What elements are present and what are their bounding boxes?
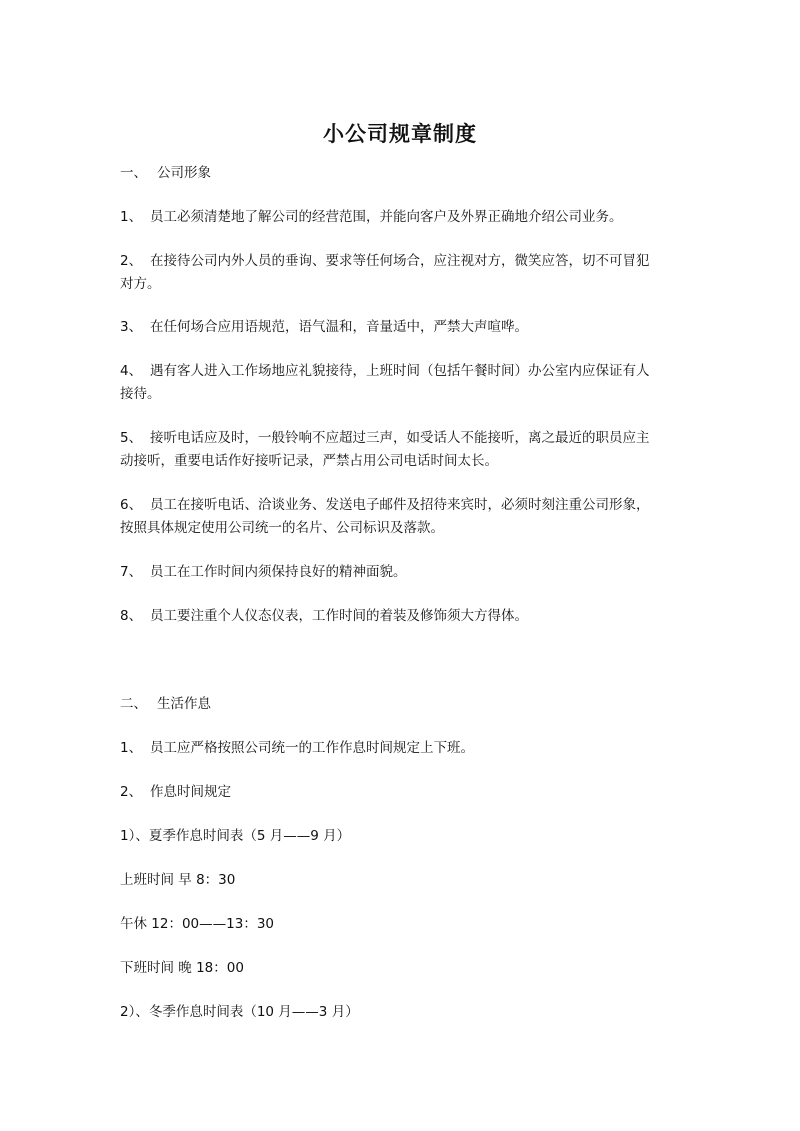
list-item	[120, 427, 695, 450]
list-item-continuation: 按照具体规定使用公司统一的名片、公司标识及落款。	[120, 520, 444, 536]
list-item	[120, 250, 695, 273]
list-item	[120, 737, 695, 760]
list-item	[120, 561, 695, 584]
list-item	[120, 360, 695, 383]
item-text: 在接待公司内外人员的垂询、要求等任何场合，应注视对方，微笑应答，切不可冒犯	[150, 253, 650, 269]
list-item-continuation: 接待。	[120, 386, 161, 402]
item-text: 员工在工作时间内须保持良好的精神面貌。	[150, 564, 407, 580]
list-item	[120, 316, 695, 339]
list-item-continuation: 动接听，重要电话作好接听记录，严禁占用公司电话时间太长。	[120, 453, 498, 469]
document-title: 小公司规章制度	[323, 122, 477, 146]
section-number: 一、	[120, 165, 147, 181]
list-item	[120, 206, 695, 229]
list-item-continuation: 对方。	[120, 276, 161, 292]
end-time: 下班时间 晚 18：00	[120, 960, 244, 976]
list-item	[120, 494, 695, 517]
item-text: 员工应严格按照公司统一的工作作息时间规定上下班。	[150, 740, 474, 756]
item-text: 作息时间规定	[150, 784, 231, 800]
item-number: 6、	[120, 497, 143, 513]
item-number: 3、	[120, 319, 143, 335]
section-heading-company-image	[120, 162, 695, 185]
item-text: 在任何场合应用语规范，语气温和，音量适中，严禁大声喧哗。	[150, 319, 528, 335]
list-item	[120, 605, 695, 628]
start-time: 上班时间 早 8：30	[120, 872, 236, 888]
item-number: 2、	[120, 253, 143, 269]
winter-schedule-title: 2）、冬季作息时间表（10 月——3 月）	[120, 1004, 359, 1020]
section-heading-text: 公司形象	[157, 165, 211, 181]
item-number: 2、	[120, 784, 143, 800]
section-heading-text: 生活作息	[157, 696, 211, 712]
item-text: 接听电话应及时，一般铃响不应超过三声，如受话人不能接听，离之最近的职员应主	[150, 430, 650, 446]
item-number: 7、	[120, 564, 143, 580]
section-heading-work-schedule	[120, 693, 695, 716]
item-text: 员工要注重个人仪态仪表，工作时间的着装及修饰须大方得体。	[150, 608, 528, 624]
item-number: 4、	[120, 363, 143, 379]
item-text: 遇有客人进入工作场地应礼貌接待，上班时间（包括午餐时间）办公室内应保证有人	[150, 363, 650, 379]
item-number: 1、	[120, 209, 143, 225]
item-number: 5、	[120, 430, 143, 446]
item-number: 8、	[120, 608, 143, 624]
item-text: 员工必须清楚地了解公司的经营范围，并能向客户及外界正确地介绍公司业务。	[150, 209, 623, 225]
section-number: 二、	[120, 696, 147, 712]
summer-schedule-title: 1）、夏季作息时间表（5 月——9 月）	[120, 828, 351, 844]
item-text: 员工在接听电话、洽谈业务、发送电子邮件及招待来宾时，必须时刻注重公司形象，	[150, 497, 650, 513]
list-item	[120, 781, 695, 804]
lunch-break: 午休 12：00——13：30	[120, 916, 275, 932]
item-number: 1、	[120, 740, 143, 756]
